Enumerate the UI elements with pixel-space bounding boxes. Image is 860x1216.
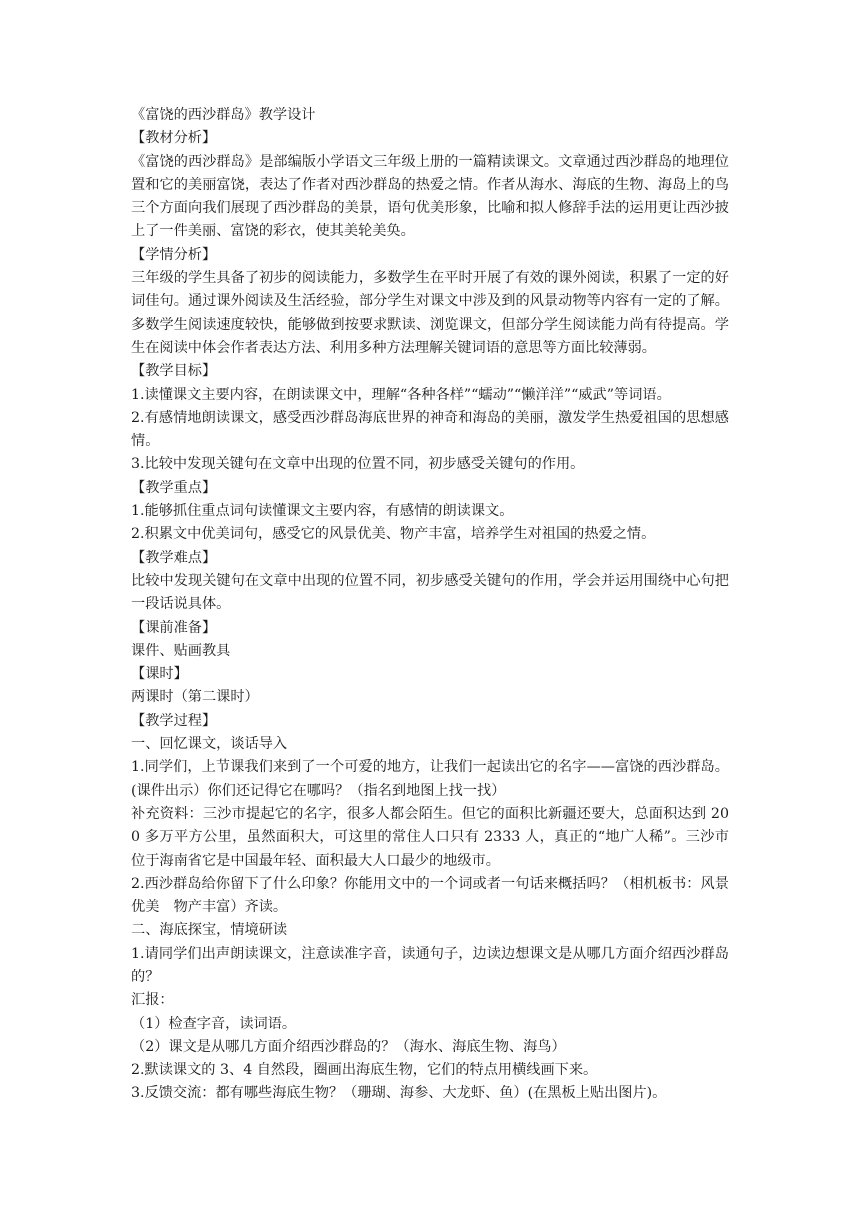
paragraph: 课件、贴画教具 [131,642,231,659]
document-title: 《富饶的西沙群岛》教学设计 [131,107,316,123]
section-heading-key-points: 【教学重点】 [131,479,217,496]
paragraph: 补充资料：三沙市提起它的名字，很多人都会陌生。但它的面积比新疆还要大，总面积达到 200 多万平方公里，虽然面积大，可这里的常住人口只有 2333 人，真正的“地广人稀”。三沙市位于海南省它是中国最年轻、面积最大人口最少的地级市。 [131,805,729,869]
paragraph: 3.反馈交流：都有哪些海底生物？（珊瑚、海参、大龙虾、鱼）(在黑板上贴出图片)。 [131,1085,667,1102]
paragraph: 一、回忆课文，谈话导入 [131,736,288,753]
section-heading-textbook-analysis: 【教材分析】 [131,130,217,147]
paragraph: 3.比较中发现关键句在文章中出现的位置不同，初步感受关键句的作用。 [131,456,585,473]
section-heading-teaching-goals: 【教学目标】 [131,363,217,380]
paragraph: （2）课文是从哪几方面介绍西沙群岛的？（海水、海底生物、海鸟） [131,1038,566,1055]
paragraph: （1）检查字音，读词语。 [131,1015,297,1032]
paragraph: 二、海底探宝，情境研读 [131,922,288,939]
section-heading-class-hours: 【课时】 [131,666,188,683]
document-page [131,104,729,1106]
paragraph: 2.默读课文的 3、4 自然段，圈画出海底生物，它们的特点用横线画下来。 [131,1062,598,1079]
paragraph: 两课时（第二课时） [131,689,259,706]
paragraph: 2.有感情地朗读课文，感受西沙群岛海底世界的神奇和海岛的美丽，激发学生热爱祖国的思想感情。 [131,409,729,450]
section-heading-teaching-process: 【教学过程】 [131,712,217,729]
paragraph: 1.能够抓住重点词句读懂课文主要内容，有感情的朗读课文。 [131,503,514,520]
paragraph: 汇报： [131,992,174,1009]
paragraph: 《富饶的西沙群岛》是部编版小学语文三年级上册的一篇精读课文。文章通过西沙群岛的地理位置和它的美丽富饶，表达了作者对西沙群岛的热爱之情。作者从海水、海底的生物、海岛上的鸟三个方面向我们展现了西沙群岛的美景，语句优美形象，比喻和拟人修辞手法的运用更让西沙披上了一件美丽、富饶的彩衣，使其美轮美奂。 [131,153,729,240]
section-heading-student-analysis: 【学情分析】 [131,246,217,263]
section-heading-preparation: 【课前准备】 [131,619,217,636]
paragraph: 1.同学们，上节课我们来到了一个可爱的地方，让我们一起读出它的名字——富饶的西沙群岛。(课件出示）你们还记得它在哪吗？（指名到地图上找一找） [131,759,729,799]
paragraph: 三年级的学生具备了初步的阅读能力，多数学生在平时开展了有效的课外阅读，积累了一定的好词佳句。通过课外阅读及生活经验，部分学生对课文中涉及到的风景动物等内容有一定的了解。多数学生阅读速度较快，能够做到按要求默读、浏览课文，但部分学生阅读能力尚有待提高。学生在阅读中体会作者表达方法、利用多种方法理解关键词语的意思等方面比较薄弱。 [131,270,729,356]
paragraph: 比较中发现关键句在文章中出现的位置不同，初步感受关键句的作用，学会并运用围绕中心句把一段话说具体。 [131,572,729,613]
paragraph: 1.请同学们出声朗读课文，注意读准字音，读通句子，边读边想课文是从哪几方面介绍西沙群岛的？ [131,945,729,985]
paragraph: 1.读懂课文主要内容，在朗读课文中，理解“各种各样”“蠕动”“懒洋洋”“威武”等词语。 [131,386,671,403]
section-heading-difficulties: 【教学难点】 [131,549,217,566]
paragraph: 2.积累文中优美词句，感受它的风景优美、物产丰富，培养学生对祖国的热爱之情。 [131,526,656,543]
paragraph: 2.西沙群岛给你留下了什么印象？你能用文中的一个词或者一句话来概括吗？（相机板书：风景优美 物产丰富）齐读。 [131,875,729,916]
